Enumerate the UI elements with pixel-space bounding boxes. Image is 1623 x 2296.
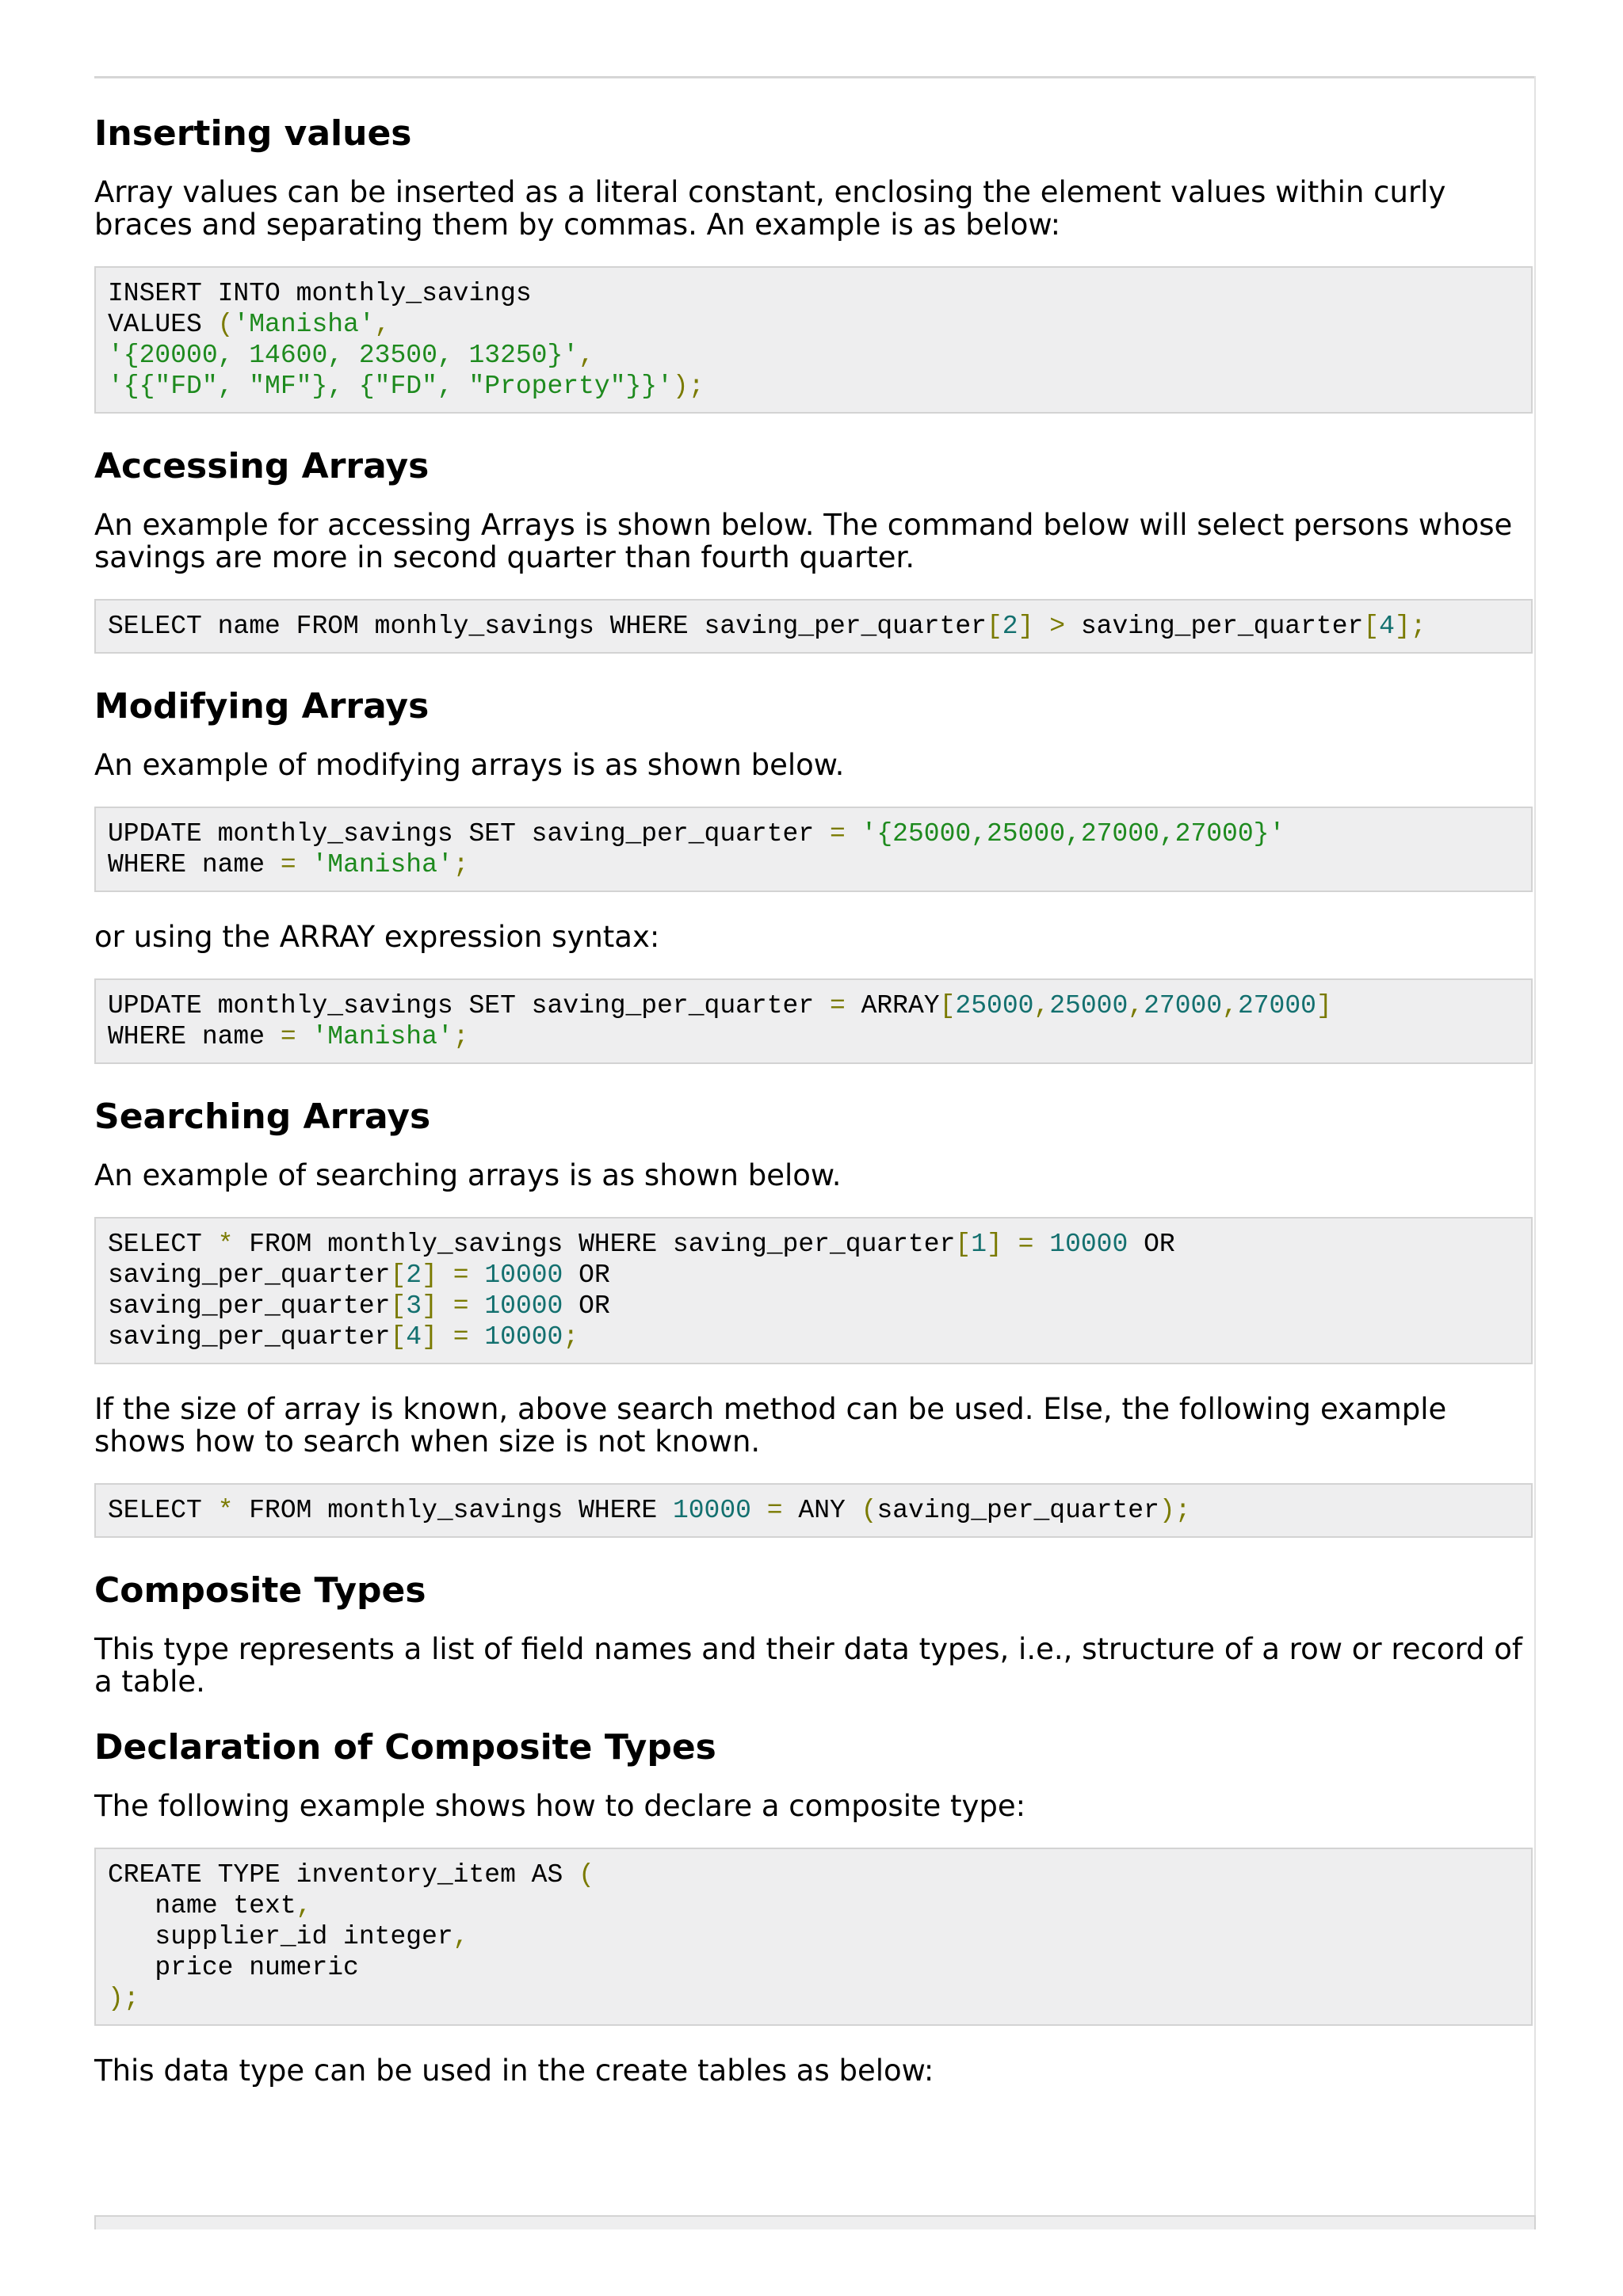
heading-searching-arrays: Searching Arrays bbox=[94, 1097, 431, 1137]
heading-inserting-values: Inserting values bbox=[94, 113, 412, 154]
code-line: WHERE name = 'Manisha'; bbox=[108, 1022, 469, 1051]
code-line: WHERE name = 'Manisha'; bbox=[108, 850, 469, 879]
paragraph-search-unknown-size: If the size of array is known, above search method can be used. Else, the following example shows how to search when size is not known. bbox=[94, 1392, 1447, 1459]
code-block-continued bbox=[94, 2215, 1536, 2229]
code-block-insert bbox=[94, 266, 1533, 414]
paragraph-modifying-arrays: An example of modifying arrays is as shown below. bbox=[94, 748, 845, 782]
code-block-update-array bbox=[94, 978, 1533, 1064]
code-line: name text, bbox=[108, 1891, 312, 1920]
code-block-create-type bbox=[94, 1848, 1533, 2026]
code-line: CREATE TYPE inventory_item AS ( bbox=[108, 1860, 594, 1890]
paragraph-declare-composite: The following example shows how to declare a composite type: bbox=[94, 1789, 1026, 1823]
paragraph-create-tables: This data type can be used in the create tables as below: bbox=[94, 2054, 934, 2088]
code-line: VALUES ('Manisha', bbox=[108, 310, 391, 339]
right-border bbox=[1534, 76, 1536, 2228]
code-block-search-any bbox=[94, 1483, 1533, 1538]
code-line: INSERT INTO monthly_savings bbox=[108, 279, 532, 308]
code-line: '{20000, 14600, 23500, 13250}', bbox=[108, 341, 594, 370]
code-line: supplier_id integer, bbox=[108, 1922, 469, 1951]
code-line: saving_per_quarter[3] = 10000 OR bbox=[108, 1291, 610, 1321]
paragraph-composite-types: This type represents a list of field names and their data types, i.e., structure of a row or record of a table. bbox=[94, 1632, 1522, 1699]
heading-composite-types: Composite Types bbox=[94, 1570, 426, 1611]
paragraph-array-syntax: or using the ARRAY expression syntax: bbox=[94, 920, 660, 954]
code-line: UPDATE monthly_savings SET saving_per_quarter = ARRAY[25000,25000,27000,27000] bbox=[108, 991, 1332, 1020]
code-line: ); bbox=[108, 1984, 139, 2013]
heading-accessing-arrays: Accessing Arrays bbox=[94, 446, 430, 486]
code-line: SELECT name FROM monhly_savings WHERE saving_per_quarter[2] > saving_per_quarter[4]; bbox=[108, 612, 1426, 641]
code-block-update-literal bbox=[94, 807, 1533, 892]
code-line: saving_per_quarter[2] = 10000 OR bbox=[108, 1261, 610, 1290]
code-line: '{{"FD", "MF"}, {"FD", "Property"}}'); bbox=[108, 372, 705, 401]
code-line: saving_per_quarter[4] = 10000; bbox=[108, 1322, 579, 1352]
top-divider bbox=[94, 76, 1535, 78]
code-block-search-index bbox=[94, 1217, 1533, 1364]
code-block-select bbox=[94, 599, 1533, 654]
paragraph-inserting-values: Array values can be inserted as a literal constant, enclosing the element values within curly braces and separating them by commas. An example is as below: bbox=[94, 175, 1446, 242]
document-content bbox=[94, 109, 1533, 2112]
code-line: UPDATE monthly_savings SET saving_per_quarter = '{25000,25000,27000,27000}' bbox=[108, 819, 1285, 849]
code-line: price numeric bbox=[108, 1953, 359, 1982]
heading-declaration-composite-types: Declaration of Composite Types bbox=[94, 1727, 716, 1768]
paragraph-accessing-arrays: An example for accessing Arrays is shown below. The command below will select persons whose savings are more in second quarter than fourth quarter. bbox=[94, 508, 1513, 574]
paragraph-searching-arrays: An example of searching arrays is as shown below. bbox=[94, 1158, 842, 1192]
heading-modifying-arrays: Modifying Arrays bbox=[94, 686, 430, 727]
code-line: SELECT * FROM monthly_savings WHERE saving_per_quarter[1] = 10000 OR bbox=[108, 1230, 1175, 1259]
code-line: SELECT * FROM monthly_savings WHERE 10000 = ANY (saving_per_quarter); bbox=[108, 1496, 1191, 1525]
